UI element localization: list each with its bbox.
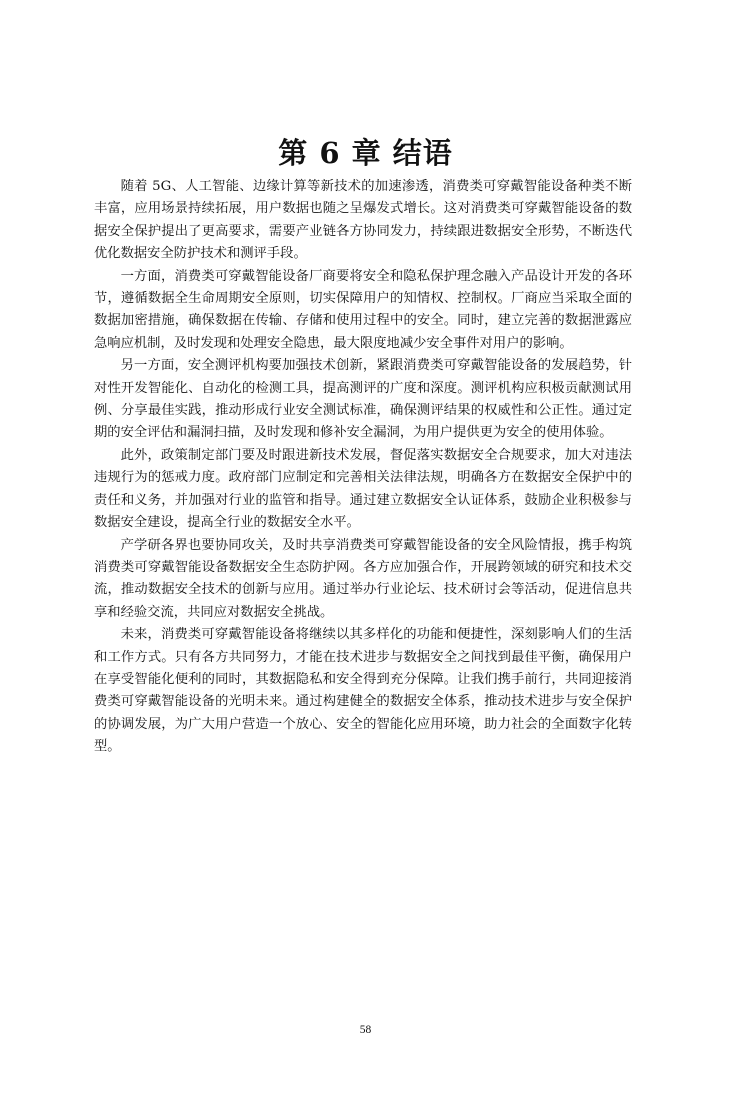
paragraph-industry-academia: 产学研各界也要协同攻关，及时共享消费类可穿戴智能设备的安全风险情报，携手构筑消费类可穿戴智能设备数据安全生态防护网。各方应加强合作，开展跨领域的研究和技术交流，推动数据安全技术的创新与应用。通过举办行业论坛、技术研讨会等活动，促进信息共享和经验交流，共同应对数据安全挑战。 (94, 537, 632, 620)
paragraph-intro: 随着 5G、人工智能、边缘计算等新技术的加速渗透，消费类可穿戴智能设备种类不断丰富，应用场景持续拓展，用户数据也随之呈爆发式增长。这对消费类可穿戴智能设备的数据安全保护提出了更高要求，需要产业链各方协同发力，持续跟进数据安全形势，不断迭代优化数据安全防护技术和测评手段。 (94, 179, 632, 262)
chapter-title: 第 6 章 结语 (278, 136, 453, 171)
paragraph-manufacturers: 一方面，消费类可穿戴智能设备厂商要将安全和隐私保护理念融入产品设计开发的各环节，遵循数据全生命周期安全原则，切实保障用户的知情权、控制权。厂商应当采取全面的数据加密措施，确保数据在传输、存储和使用过程中的安全。同时，建立完善的数据泄露应急响应机制，及时发现和处理安全隐患，最大限度地减少安全事件对用户的影响。 (94, 268, 632, 351)
page-number: 58 (359, 1024, 372, 1036)
paragraph-evaluation-agencies: 另一方面，安全测评机构要加强技术创新，紧跟消费类可穿戴智能设备的发展趋势，针对性开发智能化、自动化的检测工具，提高测评的广度和深度。测评机构应积极贡献测试用例、分享最佳实践，推动形成行业安全测试标准，确保测评结果的权威性和公正性。通过定期的安全评估和漏洞扫描，及时发现和修补安全漏洞，为用户提供更为安全的使用体验。 (94, 358, 632, 441)
chapter-body (94, 176, 632, 759)
paragraph-policy-makers: 此外，政策制定部门要及时跟进新技术发展，督促落实数据安全合规要求，加大对违法违规行为的惩戒力度。政府部门应制定和完善相关法律法规，明确各方在数据安全保护中的责任和义务，并加强对行业的监管和指导。通过建立数据安全认证体系，鼓励企业积极参与数据安全建设，提高全行业的数据安全水平。 (94, 447, 632, 531)
paragraph-future: 未来，消费类可穿戴智能设备将继续以其多样化的功能和便捷性，深刻影响人们的生活和工作方式。只有各方共同努力，才能在技术进步与数据安全之间找到最佳平衡，确保用户在享受智能化便利的同时，其数据隐私和安全得到充分保障。让我们携手前行，共同迎接消费类可穿戴智能设备的光明未来。通过构建健全的数据安全体系，推动技术进步与安全保护的协调发展，为广大用户营造一个放心、安全的智能化应用环境，助力社会的全面数字化转型。 (94, 627, 632, 755)
